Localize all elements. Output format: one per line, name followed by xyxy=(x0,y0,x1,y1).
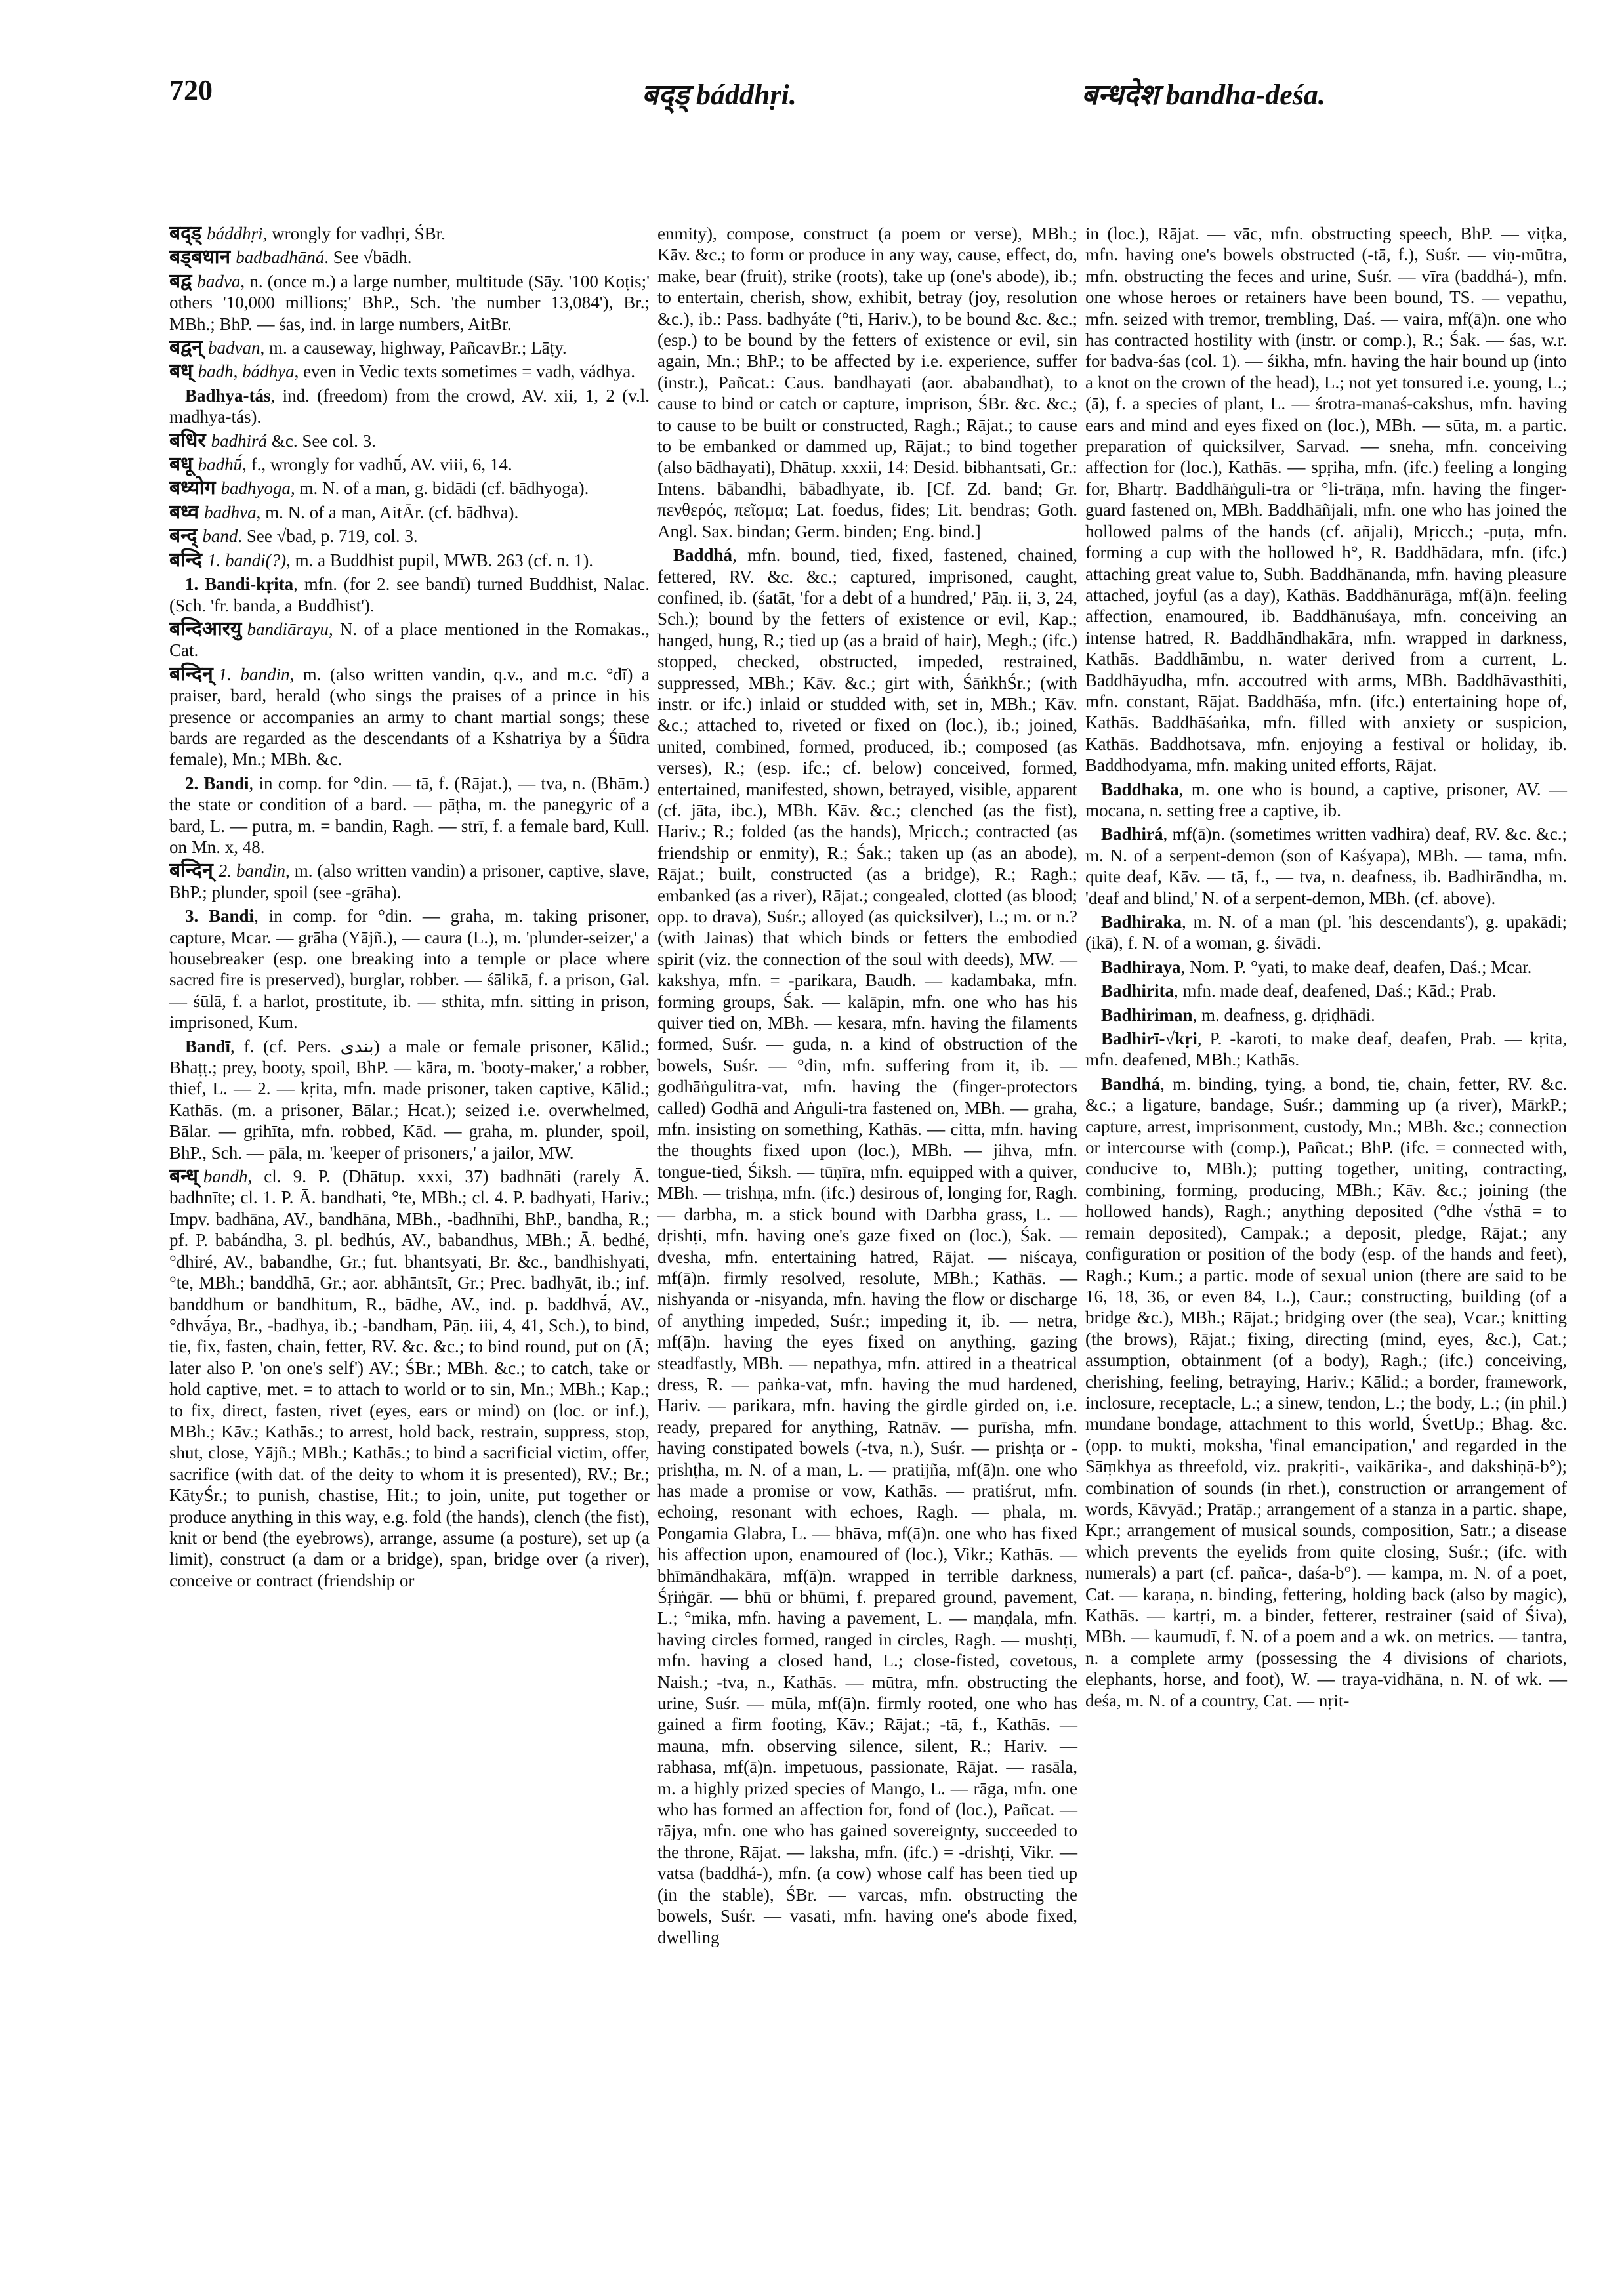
entry-definition: , m. a Buddhist pupil, MWB. 263 (cf. n. 1). xyxy=(286,550,594,570)
dictionary-entry xyxy=(169,271,650,335)
sub-headword: Badhiriman xyxy=(1101,1004,1193,1025)
entry-definition: , cl. 9. P. (Dhātup. xxxi, 37) badhnāti (rarely Ā. badhnīte; cl. 1. P. Ā. bandhati, °te, MBh.; cl. 4. P. badhyati, Hariv.; Impv. badhāna, AV., bandhāna, MBh., -badhnīhi, BhP., bandha, R.; pf. P. babándha, 3. pl. bedhús, AV., babandhus, MBh.; Ā. bedhé, °dhiré, AV., babandhe, Gr.; fut. bhantsyati, Br. &c., bandhishyati, °te, MBh.; banddhā, Gr.; aor. abhāntsīt, Gr.; Prec. badhyāt, ib.; inf. banddhum or bandhitum, R., bādhe, AV., ind. p. baddhvā́, AV., °dhvā́ya, Br., -badhya, ib.; -bandham, Pāṇ. iii, 4, 41, Sch.), to bind, tie, fix, fasten, chain, fetter, RV. &c. &c.; to bind round, put on (Ā; later also P. 'on one's self') AV.; ŚBr.; MBh. &c.; to catch, take or hold captive, met. = to attach to world or to sin, Mn.; MBh.; Kap.; to fix, direct, fasten, rivet (eyes, ears or mind) on (loc. or inf.), MBh.; Kāv.; Kathās.; to arrest, hold back, restrain, suppress, stop, shut, close, Yājñ.; MBh.; Kathās.; to bind a sacrificial victim, offer, sacrifice (with dat. of the deity to whom it is presented), RV.; Br.; KātyŚr.; to punish, chastise, Hit.; to join, unite, put together or produce anything in this way, e.g. fold (the hands), clench (the fist), knit or bend (the eyebrows), arrange, assume (a posture), set up (a limit), construct (a dam or a bridge), span, bridge over (a river), conceive or contract (friendship or xyxy=(169,1167,650,1590)
sub-headword: Baddhaka xyxy=(1101,779,1179,799)
dictionary-entry xyxy=(169,1036,650,1163)
dictionary-entry xyxy=(657,545,1077,1948)
dictionary-entry xyxy=(169,1166,650,1591)
transliterated-headword: badh, bádhya xyxy=(198,362,295,382)
dictionary-entry xyxy=(169,223,650,244)
entry-definition: , N. of a place mentioned in the Romakas., Cat. xyxy=(169,619,650,661)
transliterated-headword: badhyoga xyxy=(220,478,291,499)
entry-definition: , m. deafness, g. dṛiḍhādi. xyxy=(1192,1004,1375,1025)
transliterated-headword: 2. bandin xyxy=(218,861,285,881)
devanagari-headword: बद्ड् xyxy=(169,222,202,245)
dictionary-entry xyxy=(169,430,650,451)
devanagari-headword: बन्ध् xyxy=(169,1165,198,1188)
entry-definition: , P. -karoti, to make deaf, deafen, Prab. — kṛita, mfn. deafened, MBh.; Kathās. xyxy=(1085,1029,1567,1070)
transliterated-headword: báddhṛi xyxy=(207,224,263,243)
dictionary-entry xyxy=(169,619,650,661)
dictionary-entry xyxy=(169,526,650,547)
transliterated-headword: bandiārayu xyxy=(247,619,329,639)
sub-headword: 1. Bandi-kṛita xyxy=(185,574,294,594)
devanagari-headword: बन्द् xyxy=(169,524,198,548)
dictionary-entry xyxy=(1085,957,1567,978)
dictionary-entry xyxy=(169,337,650,358)
dictionary-entry xyxy=(169,860,650,903)
transliterated-headword: badhirá xyxy=(211,430,268,451)
transliterated-headword: badhva xyxy=(204,502,257,522)
devanagari-headword: बन्दिन् xyxy=(169,662,213,686)
dictionary-entry xyxy=(169,247,650,268)
entry-definition: , n. (once m.) a large number, multitude (Sāy. '100 Koṭis;' others '10,000 millions;' BhP., Sch. 'the number 13,084'), Br.; MBh.; BhP. — śas, ind. in large numbers, AitBr. xyxy=(169,271,650,334)
entry-definition: , mfn. made deaf, deafened, Daś.; Kād.; Prab. xyxy=(1174,981,1497,1001)
entry-definition: , m. N. of a man, g. bidādi (cf. bādhyoga). xyxy=(290,478,589,499)
transliterated-headword: badva xyxy=(197,271,241,291)
devanagari-headword: बड्बधान xyxy=(169,245,231,269)
entry-definition: in (loc.), Rājat. — vāc, mfn. obstructing speech, BhP. — viṭka, mfn. having one's bowels obstructed (-tā, f.), Suśr. — viṇ-mūtra, mfn. obstructing the feces and urine, Suśr. — vīra (baddhá-), mfn. one whose heroes or retainers have been bound, TS. — vepathu, mfn. seized with tremor, trembling, Daś. — vaira, mf(ā)n. one who has contracted hostility with (instr. or comp.), R.; Śak. — śas, w.r. for badva-śas (col. 1). — śikha, mfn. having the hair bound up (into a knot on the crown of the head), L.; not yet tonsured i.e. young, L.; (ā), f. a species of plant, L. — śrotra-manaś-cakshus, mfn. having ears and mind and eyes fixed on (loc.), MBh. — sūta, m. a partic. preparation of quicksilver, Sarvad. — sneha, mfn. conceiving affection for (loc.), Kathās. — spṛiha, mfn. (ifc.) feeling a longing for, Bhartṛ. Baddhāṅguli-tra or °li-trāṇa, mfn. having the finger-guard fastened on, MBh. Baddhāñjali, mfn. one who has joined the hollowed palms of the hands (cf. añjali), Mṛicch.; -puṭa, mfn. forming a cup with the hollowed h°, R. Baddhādara, mfn. (ifc.) attaching great value to, Subh. Baddhānanda, mfn. having pleasure attached, joyful (as a day), Kathās. Baddhānurāga, mf(ā)n. feeling affection, enamoured, ib. Baddhānuśaya, mfn. conceiving an intense hatred, R. Baddhāndhakāra, mfn. wrapped in darkness, Kathās. Baddhāmbu, n. water derived from a current, L. Baddhāyudha, mfn. accoutred with arms, MBh. Baddhāvasthiti, mfn. constant, Rājat. Baddhāśa, mfn. (ifc.) entertaining hope of, Kathās. Baddhāśaṅka, mfn. filled with anxiety or suspicion, Kathās. Baddhotsava, mfn. enjoying a festival or holiday, ib. Baddhodyama, mfn. making united efforts, Rājat. xyxy=(1085,224,1567,775)
dictionary-entry xyxy=(169,664,650,770)
dictionary-entry xyxy=(169,573,650,616)
devanagari-headword: बधिर xyxy=(169,428,206,452)
devanagari-headword: बद्वन् xyxy=(169,336,203,360)
entry-definition: , in comp. for °din. — graha, m. taking prisoner, capture, Mcar. — grāha (Yājñ.), — caura (L.), m. 'plunder-seizer,' a housebreaker (esp. one breaking into a temple or place where sacred fire is preserved), burglar, robber. — śālikā, f. a prison, Gal. — śūlā, f. a harlot, prostitute, ib. — sthita, mfn. sitting in prison, imprisoned, Kum. xyxy=(169,906,650,1033)
entry-definition: , Nom. P. °yati, to make deaf, deafen, Daś.; Mcar. xyxy=(1180,957,1532,977)
devanagari-headword: बद्व xyxy=(169,269,192,293)
entry-definition: , f., wrongly for vadhū́, AV. viii, 6, 14. xyxy=(242,455,512,475)
dictionary-entry xyxy=(1085,1028,1567,1071)
entry-definition: , f. (cf. Pers. بندی) a male or female prisoner, Kālid.; Bhaṭṭ.; prey, booty, spoil, BhP. — kāra, m. 'booty-maker,' a robber, thief, L. — 2. — kṛita, mfn. made prisoner, taken captive, Kālid.; Kathās. (m. a prisoner, Bālar.; Hcat.); seized i.e. overwhelmed, Bālar. — gṛihīta, mfn. robbed, Kād. — graha, m. plunder, spoil, BhP., Sch. — pāla, m. 'keeper of prisoners,' a jailor, MW. xyxy=(169,1036,650,1163)
entry-definition: , m. one who is bound, a captive, prisoner, AV. — mocana, n. setting free a captive, ib. xyxy=(1085,779,1567,820)
transliterated-headword: bandh xyxy=(203,1167,248,1187)
entry-definition: , mfn. bound, tied, fixed, fastened, chained, fettered, RV. &c. &c.; captured, imprisoned, caught, confined, ib. (śatāt, 'for a debt of a hundred,' Pāṇ. ii, 3, 24, Sch.); bound by the fetters of existence or evil, Kap.; hanged, hung, R.; tied up (as a braid of hair), Megh.; (ifc.) stopped, checked, obstructed, impeded, restrained, suppressed, MBh.; Kāv. &c.; girt with, ŚāṅkhŚr.; (with instr. or ifc.) inlaid or studded with, set in, MBh.; Kāv. &c.; attached to, riveted or fixed on (loc.), ib.; joined, united, combined, formed, produced, ib.; composed (as verses), R.; (esp. ifc.; cf. below) conceived, formed, entertained, manifested, shown, betrayed, visible, apparent (cf. jāta, ibc.), MBh. Kāv. &c.; clenched (as the fist), Hariv.; R.; folded (as the hands), Mṛicch.; contracted (as friendship or enmity), R.; Śak.; taken up (as an abode), Rājat.; built, constructed (as a bridge), R.; Ragh.; embanked (as a river), Rājat.; congealed, clotted (as blood; opp. to drava), Suśr.; alloyed (as quicksilver), L.; m. or n.? (with Jainas) that which binds or fetters the embodied spirit (viz. the connection of the soul with deeds), MW. — kakshya, mfn. = -parikara, Baudh. — kadambaka, mfn. forming groups, Śak. — kalāpin, mfn. one who has his quiver tied on, MBh. — kesara, mfn. having the filaments formed, Suśr. — guda, n. a kind of obstruction of the bowels, Suśr. — °din, mfn. suffering from it, ib. — godhāṅgulitra-vat, mfn. having the (finger-protectors called) Godhā and Aṅguli-tra fastened on, MBh. — graha, mfn. insisting on something, Kathās. — citta, mfn. having the thoughts fixed upon (loc.), MBh. — jihva, mfn. tongue-tied, Śiksh. — tūṇīra, mfn. equipped with a quiver, MBh. — trishṇa, mfn. (ifc.) desirous of, longing for, Ragh. — darbha, m. a stick bound with Darbha grass, L. — dṛishṭi, mfn. having one's gaze fixed on (loc.), Śak. — dvesha, mfn. entertaining hatred, Rājat. — niścaya, mf(ā)n. firmly resolved, resolute, MBh.; Kathās. — nishyanda or -nisyanda, mfn. having the flow or discharge of anything impeded, Suśr.; impeding it, ib. — netra, mf(ā)n. having the eyes fixed on anything, gazing steadfastly, MBh. — nepathya, mfn. attired in a theatrical dress, R. — paṅka-vat, mfn. having the mud hardened, Hariv. — parikara, mfn. having the girdle girded on, i.e. ready, prepared for anything, Ratnāv. — purīsha, mfn. having constipated bowels (-tva, n.), Suśr. — prishṭa or -prishṭha, m. N. of a man, L. — pratijña, mf(ā)n. one who has made a promise or vow, Kathās. — pratiśrut, mfn. echoing, resonant with echoes, Ragh. — phala, m. Pongamia Glabra, L. — bhāva, mf(ā)n. one who has fixed his affection upon, enamoured of (loc.), Vikr.; Kathās. — bhīmāndhakāra, mf(ā)n. wrapped in terrible darkness, Śṛiṅgār. — bhū or bhūmi, f. prepared ground, pavement, L.; °mika, mfn. having a pavement, L. — maṇḍala, mfn. having circles formed, ranged in circles, Ragh. — mushṭi, mfn. having a closed hand, L.; close-fisted, covetous, Naish.; -tva, n., Kathās. — mūtra, mfn. obstructing the urine, Suśr. — mūla, mf(ā)n. firmly rooted, one who has gained a firm footing, Kāv.; Rājat.; -tā, f., Kathās. — mauna, mfn. observing silence, silent, R.; Hariv. — rabhasa, mf(ā)n. impetuous, passionate, Rājat. — rasāla, m. a highly prized species of Mango, L. — rāga, mfn. one who has formed an affection for, fond of (loc.), Pañcat. — rājya, mfn. one who has gained sovereignty, succeeded to the throne, Rājat. — laksha, mfn. (ifc.) = -drishṭi, Vikr. — vatsa (baddhá-), mfn. (a cow) whose calf has been tied up (in the stable), ŚBr. — varcas, mfn. obstructing the bowels, Suśr. — vasati, mfn. having one's abode fixed, dwelling xyxy=(657,545,1077,1947)
dictionary-entry xyxy=(1085,911,1567,954)
sub-headword: Badhya-tás xyxy=(185,385,271,405)
transliterated-headword: 1. bandi(?) xyxy=(207,550,287,570)
entry-definition: , m. (also written vandin, q.v., and m.c. °dī) a praiser, bard, herald (who sings the praises of a prince in his presence or accompanies an army to chant martial songs; these bards are regarded as the descendants of a Kshatriya by a Śūdra female), Mn.; MBh. &c. xyxy=(169,664,650,770)
entry-definition: , ind. (freedom) from the crowd, AV. xii, 1, 2 (v.l. madhya-tás). xyxy=(169,385,650,427)
column-3 xyxy=(1085,223,1567,1714)
entry-definition: . See √bādh. xyxy=(324,247,412,268)
transliterated-headword: badhū́ xyxy=(198,455,243,475)
column-1 xyxy=(169,223,650,1594)
entry-definition: , even in Vedic texts sometimes = vadh, vádhya. xyxy=(294,362,635,382)
dictionary-entry xyxy=(169,385,650,428)
sub-headword: Baddhá xyxy=(673,545,733,566)
entry-definition: , m. binding, tying, a bond, tie, chain, fetter, RV. &c. &c.; a ligature, bandage, Suśr.; damming up (a river), MārkP.; capture, arrest, imprisonment, custody, Mn.; MBh. &c.; connection or intercourse with (comp.), Pañcat.; BhP. (ifc. = connected with, conducive to, MBh.); putting together, uniting, contracting, combining, forming, producing, MBh.; Kāv. &c.; joining (the hollowed hands), Ragh.; anything deposited (°dhe √sthā = to remain deposited), Campak.; a deposit, pledge, Rājat.; any configuration or position of the body (esp. of the hands and feet), Ragh.; Kum.; a partic. mode of sexual union (there are said to be 16, 18, 36, or even 84, L.), Caur.; constructing, building (of a bridge &c.), MBh.; Rājat.; bridging over (the sea), Vcar.; knitting (the brows), Rājat.; fixing, directing (mind, eyes, &c.), Cat.; assumption, obtainment (of a body), Ragh.; (ifc.) conceiving, cherishing, feeling, betraying, Hariv.; Kālid.; a border, framework, inclosure, receptacle, L.; a sinew, tendon, L.; the body, L.; (in phil.) mundane bondage, attachment to this world, ŚvetUp.; Bhag. &c. (opp. to mukti, moksha, 'final emancipation,' and regarded in the Sāṃkhya as threefold, viz. prakṛiti-, vaikārika-, and dakshiṇā-b°); combination of sounds (in rhet.), construction or arrangement of words, Kāvyād.; Pratāp.; arrangement of a stanza in a partic. shape, Kpr.; arrangement of musical sounds, composition, Satr.; a disease which prevents the eyelids from quite closing, Suśr.; (ifc. with numerals) a part (cf. pañca-, daśa-b°). — kampa, m. N. of a poet, Cat. — karaṇa, n. binding, fettering, holding back (also by magic), Kathās. — kartṛi, m. a binder, fetterer, restrainer (said of Śiva), MBh. — kaumudī, f. N. of a poem and a wk. on metrics. — tantra, n. a complete army (possessing the 4 divisions of chariots, elephants, horse, and foot), W. — traya-vidhāna, n. N. of wk. — deśa, m. N. of a country, Cat. — nṛit- xyxy=(1085,1073,1567,1710)
sub-headword: Badhiraya xyxy=(1101,957,1181,977)
sub-headword: Bandhá xyxy=(1101,1073,1161,1094)
dictionary-entry xyxy=(1085,980,1567,1001)
entry-definition: , m. N. of a man (pl. 'his descendants'), g. upakādi; (ikā), f. N. of a woman, g. śivādi. xyxy=(1085,912,1567,953)
dictionary-entry xyxy=(1085,823,1567,909)
dictionary-entry xyxy=(1085,223,1567,776)
dictionary-entry xyxy=(169,478,650,499)
dictionary-entry xyxy=(169,361,650,382)
entry-definition: , m. N. of a man, AitĀr. (cf. bādhva). xyxy=(256,502,519,522)
sub-headword: Bandī xyxy=(185,1036,231,1056)
entry-definition: , in comp. for °din. — tā, f. (Rājat.), — tva, n. (Bhām.) the state or condition of a bard. — pāṭha, m. the panegyric of a bard, L. — putra, m. = bandin, Ragh. — strī, f. a female bard, Kull. on Mn. x, 48. xyxy=(169,773,650,857)
dictionary-entry xyxy=(169,905,650,1033)
dictionary-entry xyxy=(1085,779,1567,821)
dictionary-entry xyxy=(657,223,1077,542)
dictionary-entry xyxy=(169,502,650,523)
sub-headword: Badhirá xyxy=(1101,824,1163,844)
sub-headword: Badhirī-√kṛi xyxy=(1101,1029,1197,1049)
sub-headword: 2. Bandi xyxy=(185,773,249,793)
dictionary-entry xyxy=(169,550,650,571)
entry-definition: , m. (also written vandin) a prisoner, captive, slave, BhP.; plunder, spoil (see -grāha). xyxy=(169,861,650,902)
column-2 xyxy=(657,223,1077,1951)
entry-definition: enmity), compose, construct (a poem or verse), MBh.; Kāv. &c.; to form or produce in any way, cause, effect, do, make, bear (fruit), strike (roots), take up (one's abode), ib.; to entertain, cherish, show, exhibit, betray (joy, resolution &c.), ib.: Pass. badhyáte (°ti, Hariv.), to be bound &c. &c.; (esp.) to be bound by the fetters of existence or evil, sin again, Mn.; BhP.; to be affected by i.e. experience, suffer (instr.), Pañcat.: Caus. bandhayati (aor. ababandhat), to cause to bind or catch or capture, imprison, ŚBr. &c. &c.; to cause to be built or constructed, Ragh.; Rājat.; to cause to be embanked or dammed up, Rājat.; to bind together (also bādhayati), Dhātup. xxxii, 14: Desid. bibhantsati, Gr.: Intens. bābandhi, bābadhyate, ib. [Cf. Zd. band; Gr. πενθερός, πεῖσμα; Lat. foedus, fides; Lit. bendras; Goth. Angl. Sax. bindan; Germ. binden; Eng. bind.] xyxy=(657,224,1077,541)
transliterated-headword: badvan xyxy=(208,338,260,358)
dictionary-entry xyxy=(169,773,650,858)
dictionary-entry xyxy=(1085,1073,1567,1711)
devanagari-headword: बध्योग xyxy=(169,476,216,500)
running-header xyxy=(169,73,1567,119)
entry-definition: , m. a causeway, highway, PañcavBr.; Lāṭy. xyxy=(260,338,567,358)
dictionary-entry xyxy=(169,454,650,475)
sub-headword: Badhiraka xyxy=(1101,912,1182,932)
entry-definition: , mf(ā)n. (sometimes written vadhira) deaf, RV. &c. &c.; m. N. of a serpent-demon (son of Kaśyapa), MBh. — tama, mfn. quite deaf, Kāv. — tā, f., — tva, n. deafness, ib. Badhirāndha, m. 'deaf and blind,' N. of a serpent-demon, MBh. (cf. above). xyxy=(1085,824,1567,908)
devanagari-headword: बध् xyxy=(169,360,193,383)
transliterated-headword: 1. bandin xyxy=(218,664,290,684)
page-number: 720 xyxy=(169,74,213,106)
entry-definition: . See √bad, p. 719, col. 3. xyxy=(238,526,418,547)
sub-headword: 3. Bandi xyxy=(185,906,255,926)
transliterated-headword: badbadhāná xyxy=(236,247,325,268)
left-guide-word: बद्ड् báddhṛi. xyxy=(642,79,797,111)
right-guide-word: बन्धदेश bandha-deśa. xyxy=(1081,79,1325,111)
entry-definition: , mfn. (for 2. see bandī) turned Buddhist, Nalac. (Sch. 'fr. banda, a Buddhist'). xyxy=(169,574,650,615)
devanagari-headword: बन्दि xyxy=(169,548,203,571)
devanagari-headword: बधू xyxy=(169,453,193,476)
transliterated-headword: band xyxy=(202,526,238,547)
dictionary-entry xyxy=(1085,1004,1567,1025)
entry-definition: , wrongly for vadhṛi, ŚBr. xyxy=(262,224,446,243)
entry-definition: &c. See col. 3. xyxy=(267,430,376,451)
devanagari-headword: बध्व xyxy=(169,500,199,524)
devanagari-headword: बन्दिन् xyxy=(169,859,213,882)
devanagari-headword: बन्दिआरयु xyxy=(169,617,242,640)
sub-headword: Badhirita xyxy=(1101,981,1175,1001)
